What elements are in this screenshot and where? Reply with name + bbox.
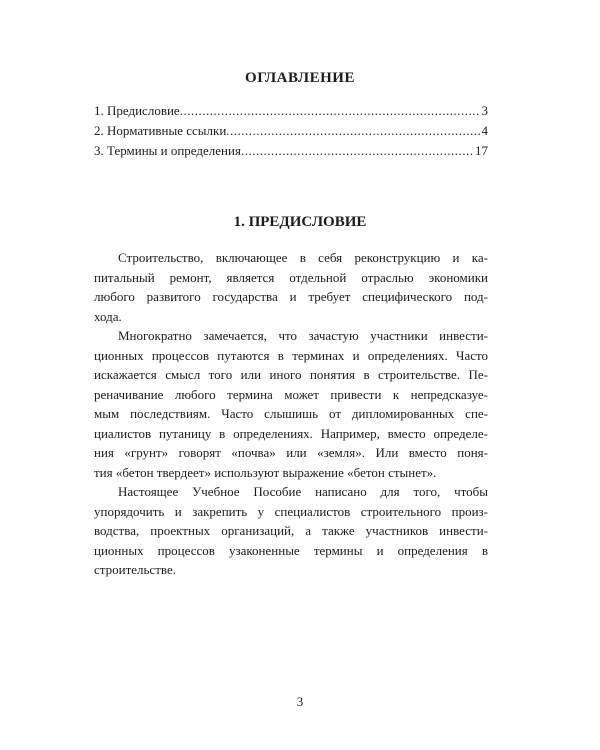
- table-of-contents: [94, 101, 488, 161]
- toc-entry[interactable]: [94, 121, 488, 141]
- toc-dot-leader: [241, 141, 473, 161]
- text-line: Строительство, включающее в себя реконструкцию и ка-: [118, 250, 488, 265]
- toc-entry-label: 2. Нормативные ссылки: [94, 123, 227, 138]
- text-line: водства, проектных организаций, а также участников инвести-: [94, 523, 488, 538]
- page-number: 3: [296, 694, 304, 709]
- text-line: упорядочить и закрепить у специалистов строительного произ-: [94, 503, 488, 519]
- text-line: ционных процессов узаконенные термины и определения в: [94, 542, 488, 558]
- toc-entry-page: 17: [475, 143, 488, 158]
- text-line: мым последствиям. Часто слышишь от дипломированных спе-: [94, 406, 488, 421]
- paragraph: [94, 326, 488, 482]
- text-line: тия «бетон твердеет» используют выражение «бетон стынет».: [94, 464, 437, 480]
- paragraph: [94, 248, 488, 326]
- text-line: реначивание любого термина может привести к непредсказуе-: [94, 386, 488, 402]
- text-line: Многократно замечается, что зачастую участники инвести-: [118, 328, 488, 343]
- toc-entry-page: 3: [481, 103, 488, 118]
- toc-entry-label: 3. Термины и определения: [94, 143, 241, 158]
- text-line: питальный ремонт, является отдельной отраслью экономики: [94, 269, 488, 285]
- toc-title: ОГЛАВЛЕНИЕ: [245, 70, 355, 86]
- toc-dot-leader: [226, 121, 479, 141]
- paragraph: [94, 482, 488, 580]
- text-line: строительстве.: [94, 562, 176, 577]
- section-title: 1. ПРЕДИСЛОВИЕ: [233, 214, 367, 230]
- toc-entry[interactable]: [94, 141, 488, 161]
- section-body: [94, 248, 488, 580]
- text-line: искажается смысл того или иного понятия в строительстве. Пе-: [94, 367, 488, 382]
- text-line: Настоящее Учебное Пособие написано для того, чтобы: [118, 484, 488, 499]
- toc-entry-page: 4: [481, 123, 488, 138]
- text-line: ния «грунт» говорят «почва» или «земля». Или вместо поня-: [94, 445, 488, 460]
- toc-dot-leader: [180, 101, 480, 121]
- toc-entry[interactable]: [94, 101, 488, 121]
- toc-entry-label: 1. Предисловие: [94, 103, 180, 118]
- text-line: циалистов путаницу в определениях. Например, вместо определе-: [94, 425, 488, 441]
- text-line: хода.: [94, 308, 122, 324]
- text-line: ционных процессов путаются в терминах и определениях. Часто: [94, 347, 488, 363]
- text-line: любого развитого государства и требует специфического под-: [94, 289, 488, 304]
